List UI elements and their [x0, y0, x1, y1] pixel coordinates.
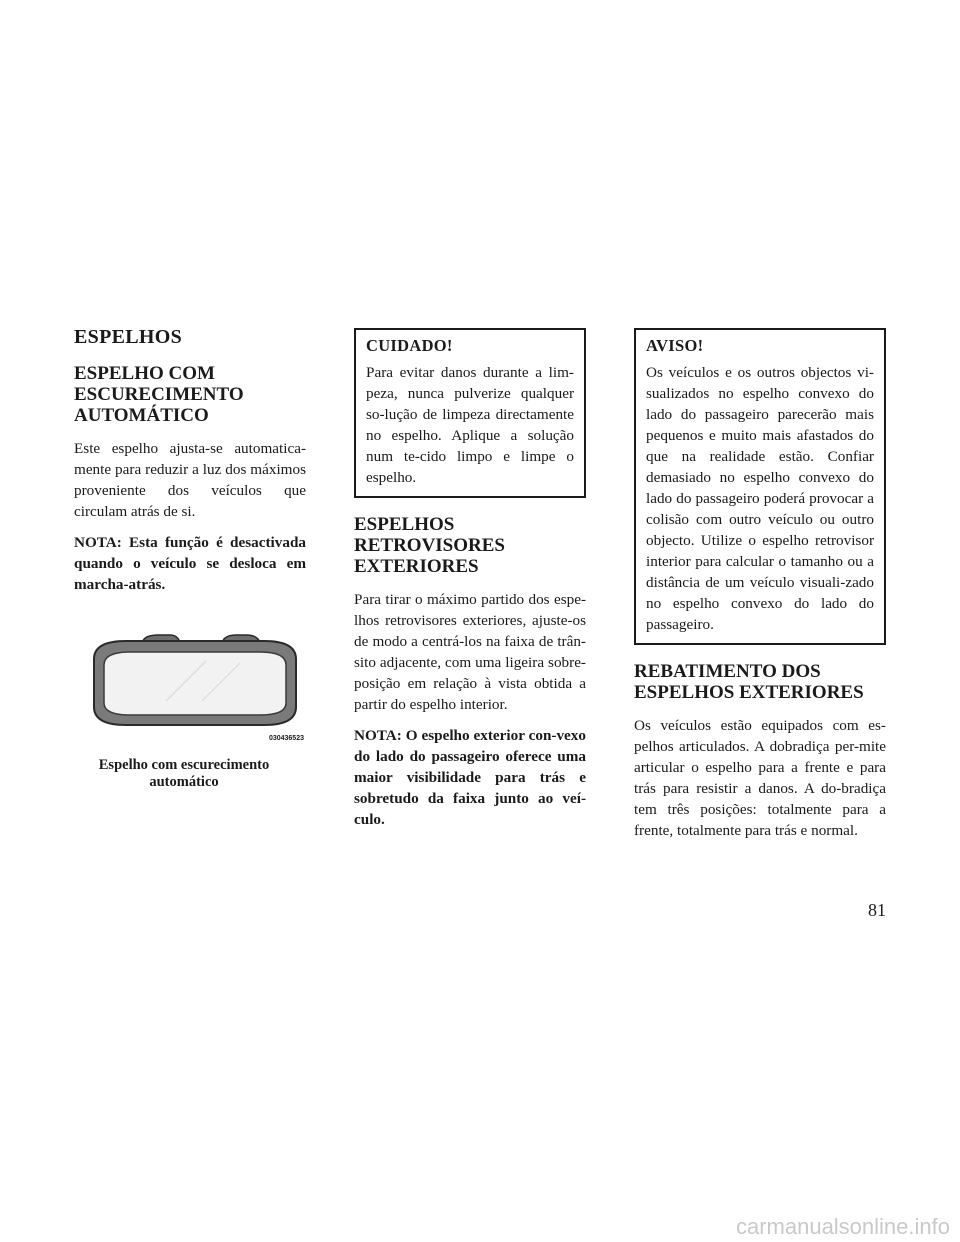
caution-text: Para evitar danos durante a lim-peza, nunca pulverize qualquer so-lução de limpeza directamente no espelho. Aplique a solução num te-cido limpo e limpe o espelho.: [366, 364, 574, 486]
figure-code: 030436523: [268, 735, 304, 742]
watermark: carmanualsonline.info: [735, 1214, 950, 1239]
warning-title: AVISO!: [646, 336, 704, 355]
section-title: ESPELHOS: [74, 326, 182, 348]
column-right: [634, 322, 886, 851]
page-number: 81: [868, 900, 886, 920]
caution-box: [354, 328, 586, 498]
folding-mirrors-heading-line1: REBATIMENTO DOS: [634, 661, 821, 682]
mirror-dimming-paragraph: Este espelho ajusta-se automatica-mente para reduzir a luz dos máximos proveniente dos veículos que circulam atrás de si.: [74, 440, 306, 520]
figure-caption: [74, 757, 294, 791]
exterior-mirrors-paragraph: Para tirar o máximo partido dos espe-lhos retrovisores exteriores, ajuste-os de modo a centrá-los na faixa de trân-sito adjacente, com uma ligeira sobre-posição em relação à vista obtida a partir do espelho interior.: [354, 591, 586, 713]
exterior-mirrors-note: NOTA: O espelho exterior con-vexo do lado do passageiro oferece uma maior visibilidade para trás e sobretudo da faixa junto ao veí-culo.: [354, 727, 586, 828]
folding-mirrors-heading-line2: ESPELHOS EXTERIORES: [634, 682, 864, 703]
figure-caption-line2: automático: [149, 774, 219, 790]
rearview-mirror-illustration: [74, 625, 306, 745]
folding-mirrors-paragraph: Os veículos estão equipados com es-pelhos articulados. A dobradiça per-mite articular o espelho para a frente e para trás para resistir a danos. A do-bradiça tem três posições: totalmente para a frente, totalmente para trás e normal.: [634, 717, 886, 839]
column-left: [74, 322, 306, 791]
figure-caption-line1: Espelho com escurecimento: [98, 757, 270, 773]
warning-text: Os veículos e os outros objectos vi-sualizados no espelho convexo do lado do passageiro parecerão mais pequenos e muito mais afastados do que na realidade estão. Confiar demasiado no espelho convexo do lado do passageiro poderá provocar a colisão com outro veículo ou outro objecto. Utilize o espelho retrovisor interior para calcular o tamanho ou a distância de um veículo visuali-zado no espelho convexo do lado do passageiro.: [646, 364, 874, 633]
mirror-dimming-note: NOTA: Esta função é desactivada quando o veículo se desloca em marcha-atrás.: [74, 534, 306, 593]
folding-mirrors-heading: [634, 661, 886, 703]
warning-box: [634, 328, 886, 645]
exterior-mirrors-heading: ESPELHOS RETROVISORES EXTERIORES: [354, 514, 505, 577]
caution-title: CUIDADO!: [366, 336, 453, 355]
rearview-mirror-figure: [74, 625, 306, 755]
mirror-dimming-heading: ESPELHO COM ESCURECIMENTO AUTOMÁTICO: [74, 363, 244, 426]
column-middle: [354, 322, 586, 840]
